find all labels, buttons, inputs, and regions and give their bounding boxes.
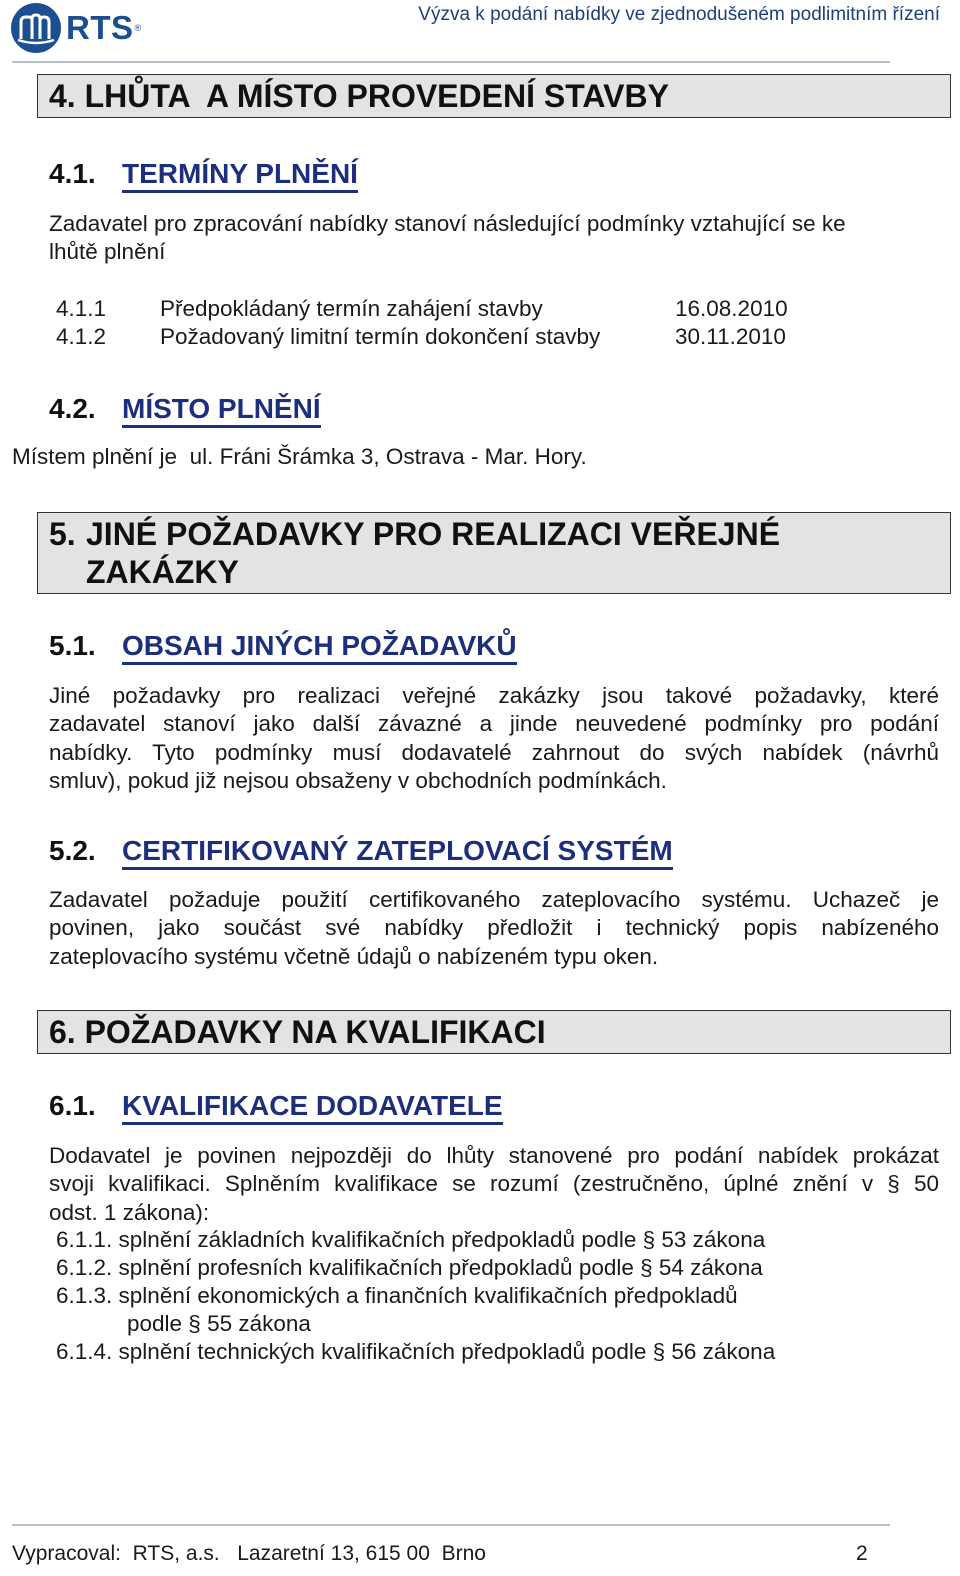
subsection-5-1-heading	[49, 630, 517, 662]
section-6-heading	[37, 1010, 951, 1054]
subsection-title: OBSAH JINÝCH POŽADAVKŮ	[122, 630, 517, 665]
subsection-4-1-heading	[49, 158, 358, 190]
subsection-title: KVALIFIKACE DODAVATELE	[122, 1090, 503, 1125]
subsection-4-1-intro	[49, 210, 939, 267]
subsection-title: TERMÍNY PLNĚNÍ	[122, 158, 358, 193]
logo-registered-mark: ®	[134, 23, 142, 33]
subsection-4-2-heading	[49, 393, 321, 425]
deadline-label: Požadovaný limitní termín dokončení stavby	[160, 324, 601, 349]
paragraph-line: zateplovacího systému včetně údajů o nabízeném typu oken.	[49, 943, 659, 969]
paragraph-line: povinen, jako součást své nabídky předložit i technický popis nabízeného	[49, 915, 939, 941]
paragraph-line: zadavatel stanoví jako další závazné a jinde neuvedené podmínky pro podání	[49, 711, 939, 737]
subsection-title: MÍSTO PLNĚNÍ	[122, 393, 321, 428]
subsection-5-2-heading	[49, 835, 673, 867]
page-number: 2	[856, 1542, 868, 1565]
rts-logo-icon	[10, 2, 62, 54]
subsection-5-1-paragraph	[49, 682, 939, 795]
subsection-6-1-paragraph	[49, 1142, 939, 1227]
footer-text: Vypracoval: RTS, a.s. Lazaretní 13, 615 00 Brno	[12, 1542, 486, 1565]
document-title: Výzva k podání nabídky ve zjednodušeném podlimitním řízení	[418, 4, 940, 25]
page-header	[0, 0, 960, 64]
list-item: 6.1.1. splnění základních kvalifikačních předpokladů podle § 53 zákona	[56, 1227, 766, 1252]
section-6-title: 6. POŽADAVKY NA KVALIFIKACI	[49, 1014, 546, 1050]
list-item: 6.1.4. splnění technických kvalifikačních předpokladů podle § 56 zákona	[56, 1339, 776, 1364]
subsection-number: 5.1.	[49, 630, 96, 661]
logo-wordmark: RTS	[66, 9, 134, 46]
paragraph-line: svoji kvalifikaci. Splněním kvalifikace se rozumí (zestručněno, úplné znění v § 50	[49, 1171, 939, 1197]
section-number: 5.	[49, 516, 76, 552]
deadline-number: 4.1.1	[56, 296, 107, 321]
subsection-number: 4.1.	[49, 158, 96, 189]
header-divider	[12, 61, 890, 63]
section-title-line: JINÉ POŽADAVKY PRO REALIZACI VEŘEJNÉ	[86, 516, 781, 552]
list-item-continuation: podle § 55 zákona	[127, 1311, 311, 1336]
section-5-heading	[37, 512, 951, 594]
list-item: 6.1.2. splnění profesních kvalifikačních předpokladů podle § 54 zákona	[56, 1255, 763, 1280]
footer-divider	[12, 1524, 890, 1526]
rts-logo	[10, 2, 141, 54]
deadline-date: 16.08.2010	[675, 296, 788, 321]
deadline-date: 30.11.2010	[675, 324, 786, 349]
paragraph-line: lhůtě plnění	[49, 239, 166, 265]
subsection-title: CERTIFIKOVANÝ ZATEPLOVACÍ SYSTÉM	[122, 835, 673, 870]
paragraph-line: Zadavatel pro zpracování nabídky stanoví následující podmínky vztahující se ke	[49, 211, 846, 236]
paragraph-line: smluv), pokud již nejsou obsaženy v obchodních podmínkách.	[49, 767, 667, 793]
section-title-line: ZAKÁZKY	[86, 554, 239, 590]
place-of-performance-text: Místem plnění je ul. Fráni Šrámka 3, Ostrava - Mar. Hory.	[12, 444, 587, 469]
section-4-title: 4. LHŮTA A MÍSTO PROVEDENÍ STAVBY	[49, 78, 669, 114]
subsection-number: 4.2.	[49, 393, 96, 424]
paragraph-line: nabídky. Tyto podmínky musí dodavatelé zahrnout do svých nabídek (návrhů	[49, 739, 939, 765]
paragraph-line: Dodavatel je povinen nejpozději do lhůty stanovené pro podání nabídek prokázat	[49, 1143, 939, 1168]
section-4-heading	[37, 74, 951, 118]
paragraph-line: odst. 1 zákona):	[49, 1199, 210, 1225]
subsection-6-1-heading	[49, 1090, 503, 1122]
deadline-label: Předpokládaný termín zahájení stavby	[160, 296, 543, 321]
subsection-5-2-paragraph	[49, 886, 939, 971]
subsection-number: 6.1.	[49, 1090, 96, 1121]
subsection-number: 5.2.	[49, 835, 96, 866]
list-item: 6.1.3. splnění ekonomických a finančních kvalifikačních předpokladů	[56, 1283, 738, 1308]
paragraph-line: Jiné požadavky pro realizaci veřejné zakázky jsou takové požadavky, které	[49, 683, 939, 708]
deadline-number: 4.1.2	[56, 324, 107, 349]
paragraph-line: Zadavatel požaduje použití certifikovaného zateplovacího systému. Uchazeč je	[49, 887, 939, 912]
